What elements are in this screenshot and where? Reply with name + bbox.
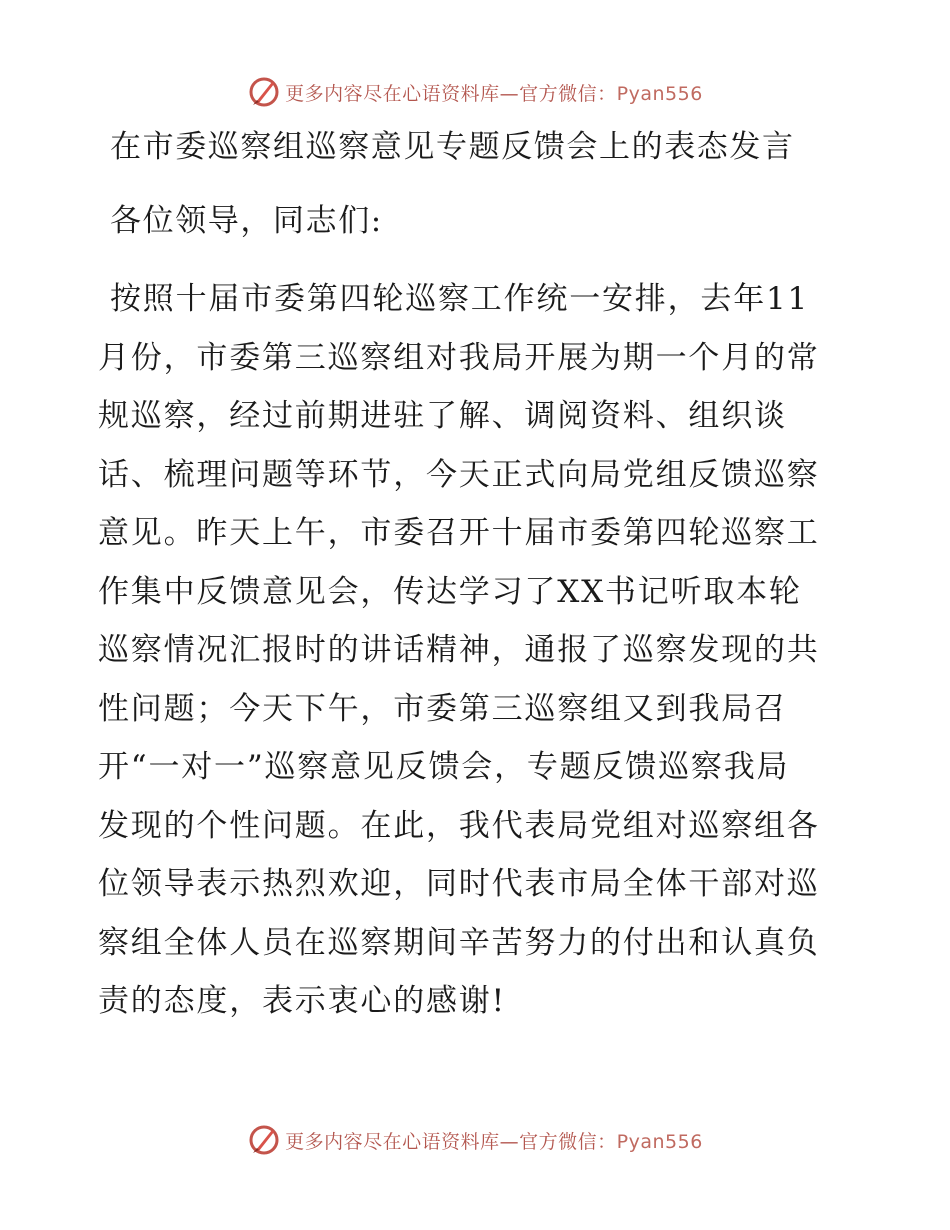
text-line: 开“一对一”巡察意见反馈会，专题反馈巡察我局 [98, 749, 790, 785]
text-line: 巡察情况汇报时的讲话精神，通报了巡察发现的共 [98, 632, 820, 668]
banner-text: 更多内容尽在心语资料库—官方微信：Pyan556 [285, 82, 703, 105]
text-line: 性问题；今天下午，市委第三巡察组又到我局召 [98, 690, 787, 727]
quill-logo-icon [247, 75, 281, 109]
text-line: 发现的个性问题。在此，我代表局党组对巡察组各 [98, 807, 820, 844]
text-line: 按照十届市委第四轮巡察工作统一安排，去年11 [110, 281, 810, 317]
text-line: 作集中反馈意见会，传达学习了XX书记听取本轮 [98, 573, 802, 610]
footer-banner [0, 1120, 950, 1160]
text-line: 察组全体人员在巡察期间辛苦努力的付出和认真负 [98, 924, 820, 961]
header-banner [0, 72, 950, 112]
text-line: 意见。昨天上午，市委召开十届市委第四轮巡察工 [98, 515, 820, 551]
banner-text: 更多内容尽在心语资料库—官方微信：Pyan556 [285, 1130, 703, 1153]
wechat-id: Pyan556 [616, 1130, 703, 1153]
text-line: 规巡察，经过前期进驻了解、调阅资料、组织谈 [98, 398, 787, 434]
text-line: 话、梳理问题等环节，今天正式向局党组反馈巡察 [98, 456, 820, 493]
greeting: 各位领导，同志们: [110, 203, 383, 239]
document-title: 在市委巡察组巡察意见专题反馈会上的表态发言 [110, 129, 795, 165]
text-line: 月份，市委第三巡察组对我局开展为期一个月的常 [98, 339, 820, 376]
text-line: 位领导表示热烈欢迎，同时代表市局全体干部对巡 [98, 866, 820, 902]
wechat-id: Pyan556 [616, 82, 703, 105]
quill-logo-icon [247, 1123, 281, 1157]
text-line: 责的态度，表示衷心的感谢! [98, 983, 506, 1019]
body-paragraph [98, 270, 868, 1031]
